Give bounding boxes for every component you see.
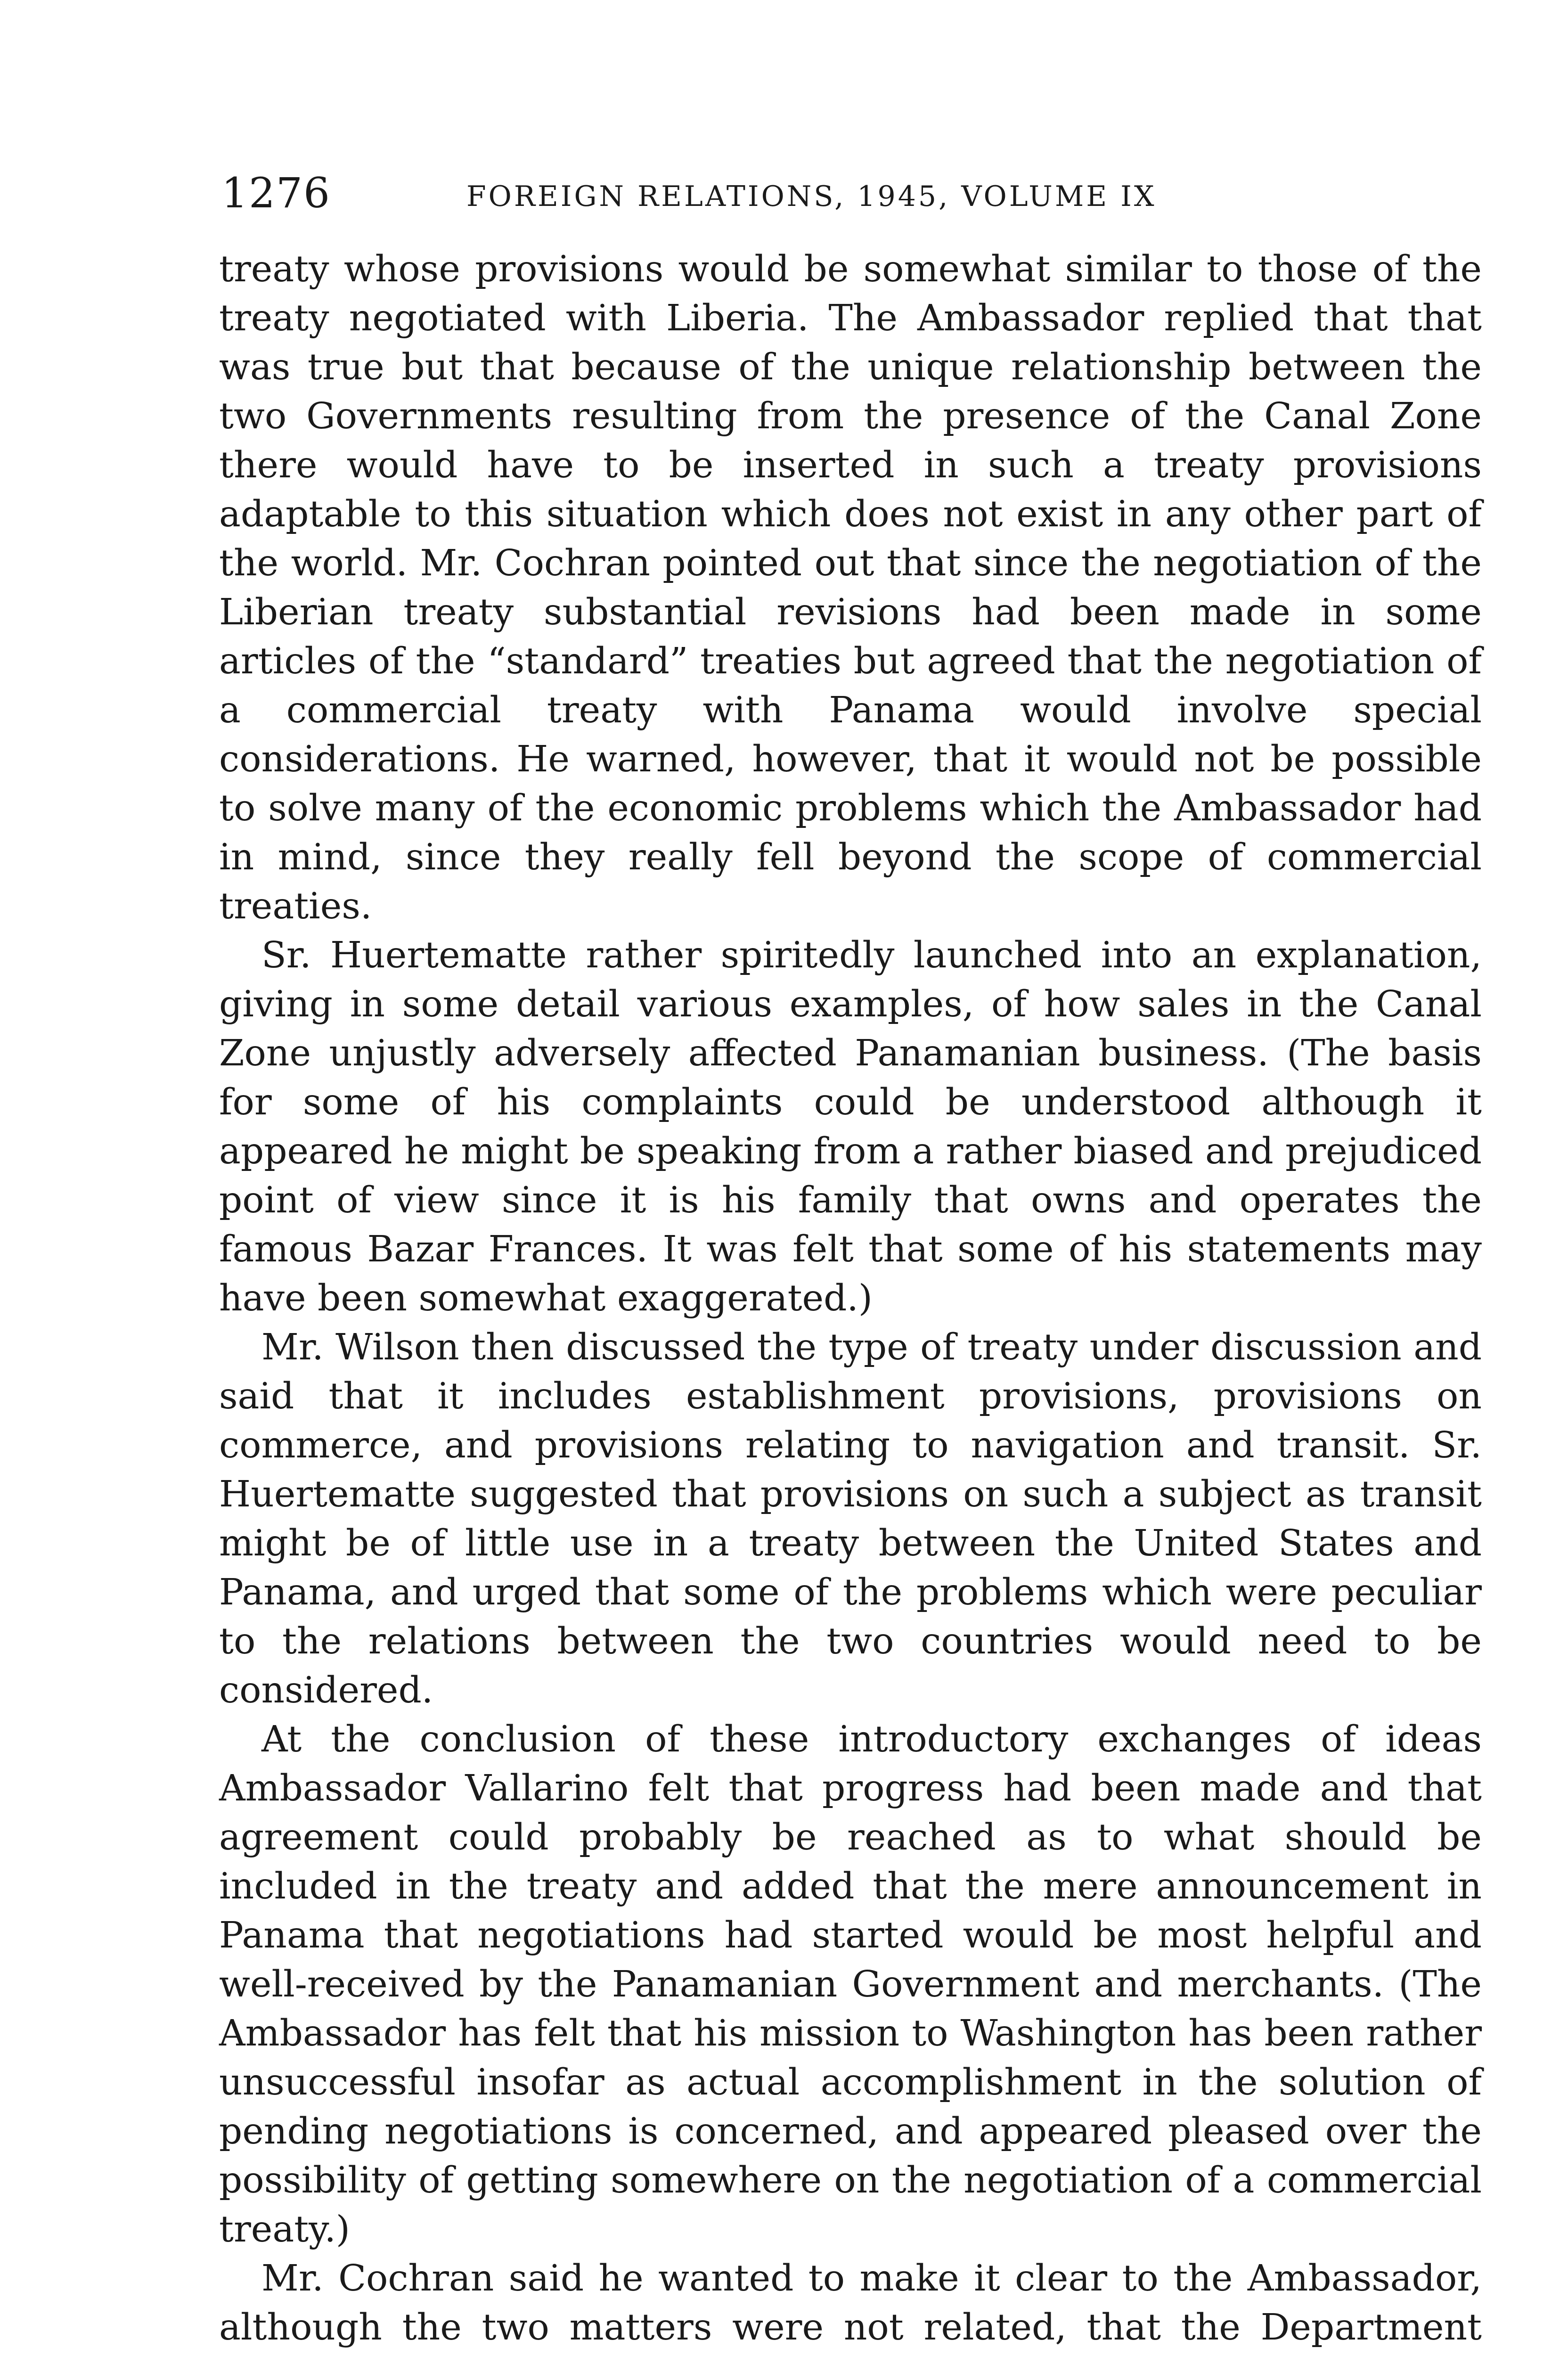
- running-title: FOREIGN RELATIONS, 1945, VOLUME IX: [466, 180, 1157, 213]
- running-head: [221, 167, 1479, 219]
- paragraph-1: treaty whose provisions would be somewhat similar to those of the treaty negotiated with Liberia. The Ambassador replied that that was true but that because of the unique relationship between the two Governments resulting from the presence of the Canal Zone there would have to be inserted in such a treaty provisions adaptable to this situation which does not exist in any other part of the world. Mr. Cochran pointed out that since the negotiation of the Liberian treaty substantial revisions had been made in some articles of the “standard” treaties but agreed that the negotiation of a commercial treaty with Panama would involve special considerations. He warned, however, that it would not be possible to solve many of the economic problems which the Ambassador had in mind, since they really fell beyond the scope of commercial treaties.: [219, 248, 1482, 927]
- paragraph-3: Mr. Wilson then discussed the type of treaty under discussion and said that it includes establishment provisions, provisions on commerce, and provisions relating to navigation and transit. Sr. Huertematte suggested that provisions on such a subject as transit might be of little use in a treaty between the United States and Panama, and urged that some of the problems which were peculiar to the relations between the two countries would need to be considered.: [219, 1326, 1482, 1711]
- paragraph-4: At the conclusion of these introductory exchanges of ideas Ambassador Vallarino felt that progress had been made and that agreement could probably be reached as to what should be included in the treaty and added that the mere announcement in Panama that negotiations had started would be most helpful and well-received by the Panamanian Government and merchants. (The Ambassador has felt that his mission to Washington has been rather unsuccessful insofar as actual accomplishment in the solution of pending negotiations is concerned, and appeared pleased over the possibility of getting somewhere on the negotiation of a commercial treaty.): [219, 1718, 1482, 2250]
- body-text: [219, 245, 1482, 2356]
- paragraph-5: Mr. Cochran said he wanted to make it clear to the Ambassador, although the two matters were not related, that the Department: [219, 2258, 1482, 2348]
- page-number: 1276: [221, 169, 331, 217]
- paragraph-2: Sr. Huertematte rather spiritedly launched into an explanation, giving in some detail various examples, of how sales in the Canal Zone unjustly adversely affected Panamanian business. (The basis for some of his complaints could be understood although it appeared he might be speaking from a rather biased and prejudiced point of view since it is his family that owns and operates the famous Bazar Frances. It was felt that some of his statements may have been somewhat exaggerated.): [219, 934, 1482, 1319]
